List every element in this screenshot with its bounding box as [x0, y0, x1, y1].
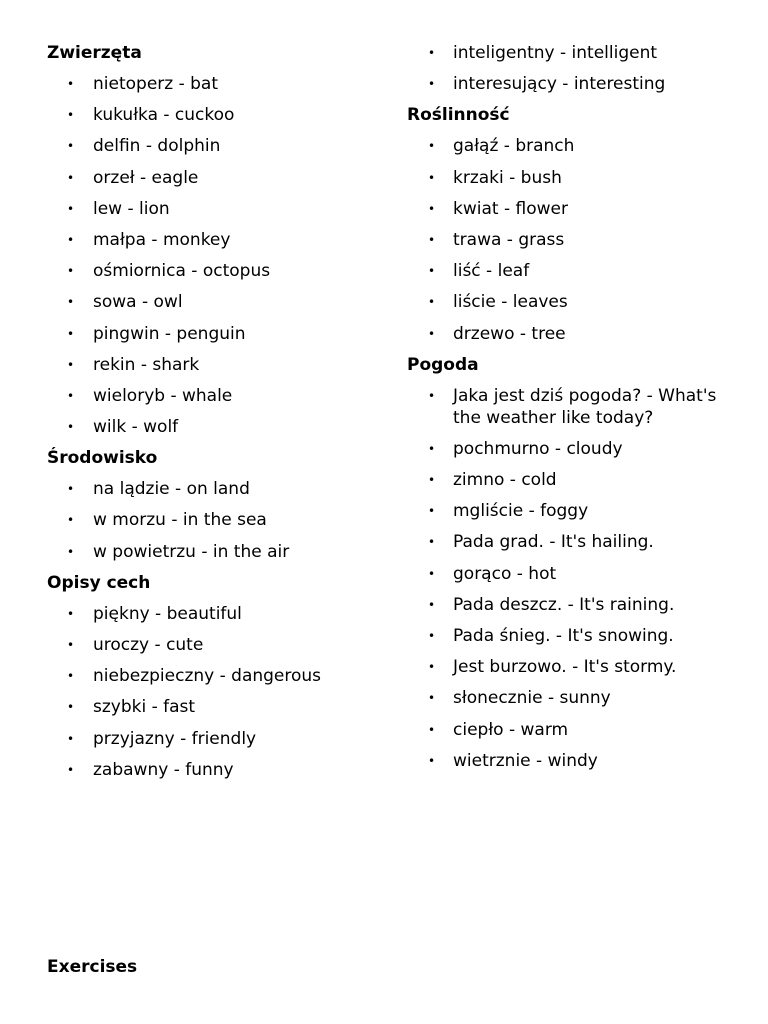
vocab-item: • pochmurno - cloudy: [407, 438, 737, 460]
vocab-item: • na lądzie - on land: [47, 478, 387, 500]
vocab-item: • Pada grad. - It's hailing.: [407, 531, 737, 553]
vocab-item: • małpa - monkey: [47, 229, 387, 251]
vocab-item: • Jest burzowo. - It's stormy.: [407, 656, 737, 678]
vocab-item: • liść - leaf: [407, 260, 737, 282]
vocab-item: • zabawny - funny: [47, 759, 387, 781]
right-column: [407, 42, 737, 781]
vocab-item: • wieloryb - whale: [47, 385, 387, 407]
vocab-item: • niebezpieczny - dangerous: [47, 665, 387, 687]
vocab-item: • przyjazny - friendly: [47, 728, 387, 750]
section-heading-opisy-cech: Opisy cech: [47, 572, 151, 593]
vocab-item: • mgliście - foggy: [407, 500, 737, 522]
vocab-item: • sowa - owl: [47, 291, 387, 313]
vocab-item: • krzaki - bush: [407, 167, 737, 189]
vocab-item: • Jaka jest dziś pogoda? - What's the weather like today?: [407, 385, 737, 429]
vocab-item: • w morzu - in the sea: [47, 509, 387, 531]
vocab-list-zwierzeta: [47, 73, 387, 438]
vocab-item: • kukułka - cuckoo: [47, 104, 387, 126]
vocab-list-srodowisko: [47, 478, 387, 562]
section-heading-zwierzeta: Zwierzęta: [47, 43, 142, 63]
vocab-item: • ciepło - warm: [407, 719, 737, 741]
vocab-item: • trawa - grass: [407, 229, 737, 251]
vocab-item: • nietoperz - bat: [47, 73, 387, 95]
vocab-list-opisy-cech-continued: [407, 42, 737, 95]
vocab-item: • wietrznie - windy: [407, 750, 737, 772]
vocab-item: • rekin - shark: [47, 354, 387, 376]
vocab-item: • ośmiornica - octopus: [47, 260, 387, 282]
vocab-item: • orzeł - eagle: [47, 167, 387, 189]
vocab-item: • gałąź - branch: [407, 135, 737, 157]
vocab-item: • interesujący - interesting: [407, 73, 737, 95]
vocab-item: • zimno - cold: [407, 469, 737, 491]
section-heading-srodowisko: Środowisko: [47, 448, 158, 469]
vocab-item: • piękny - beautiful: [47, 603, 387, 625]
vocab-item: • Pada śnieg. - It's snowing.: [407, 625, 737, 647]
vocab-item: • w powietrzu - in the air: [47, 541, 387, 563]
vocab-item: • lew - lion: [47, 198, 387, 220]
vocab-item: • wilk - wolf: [47, 416, 387, 438]
vocab-item: • kwiat - flower: [407, 198, 737, 220]
vocab-item: • inteligentny - intelligent: [407, 42, 737, 64]
vocab-item: • pingwin - penguin: [47, 323, 387, 345]
vocab-list-pogoda: [407, 385, 737, 772]
vocab-item: • delfin - dolphin: [47, 135, 387, 157]
left-column: [47, 42, 387, 790]
vocab-item: • uroczy - cute: [47, 634, 387, 656]
vocab-item: • liście - leaves: [407, 291, 737, 313]
vocab-list-opisy-cech: [47, 603, 387, 781]
section-heading-pogoda: Pogoda: [407, 354, 479, 375]
vocab-item: • gorąco - hot: [407, 563, 737, 585]
vocab-item: • Pada deszcz. - It's raining.: [407, 594, 737, 616]
vocab-item: • drzewo - tree: [407, 323, 737, 345]
vocab-list-roslinnosc: [407, 135, 737, 344]
vocab-item: • szybki - fast: [47, 696, 387, 718]
exercises-heading: Exercises: [47, 957, 138, 977]
vocab-item: • słonecznie - sunny: [407, 687, 737, 709]
section-heading-roslinnosc: Roślinność: [407, 105, 510, 126]
